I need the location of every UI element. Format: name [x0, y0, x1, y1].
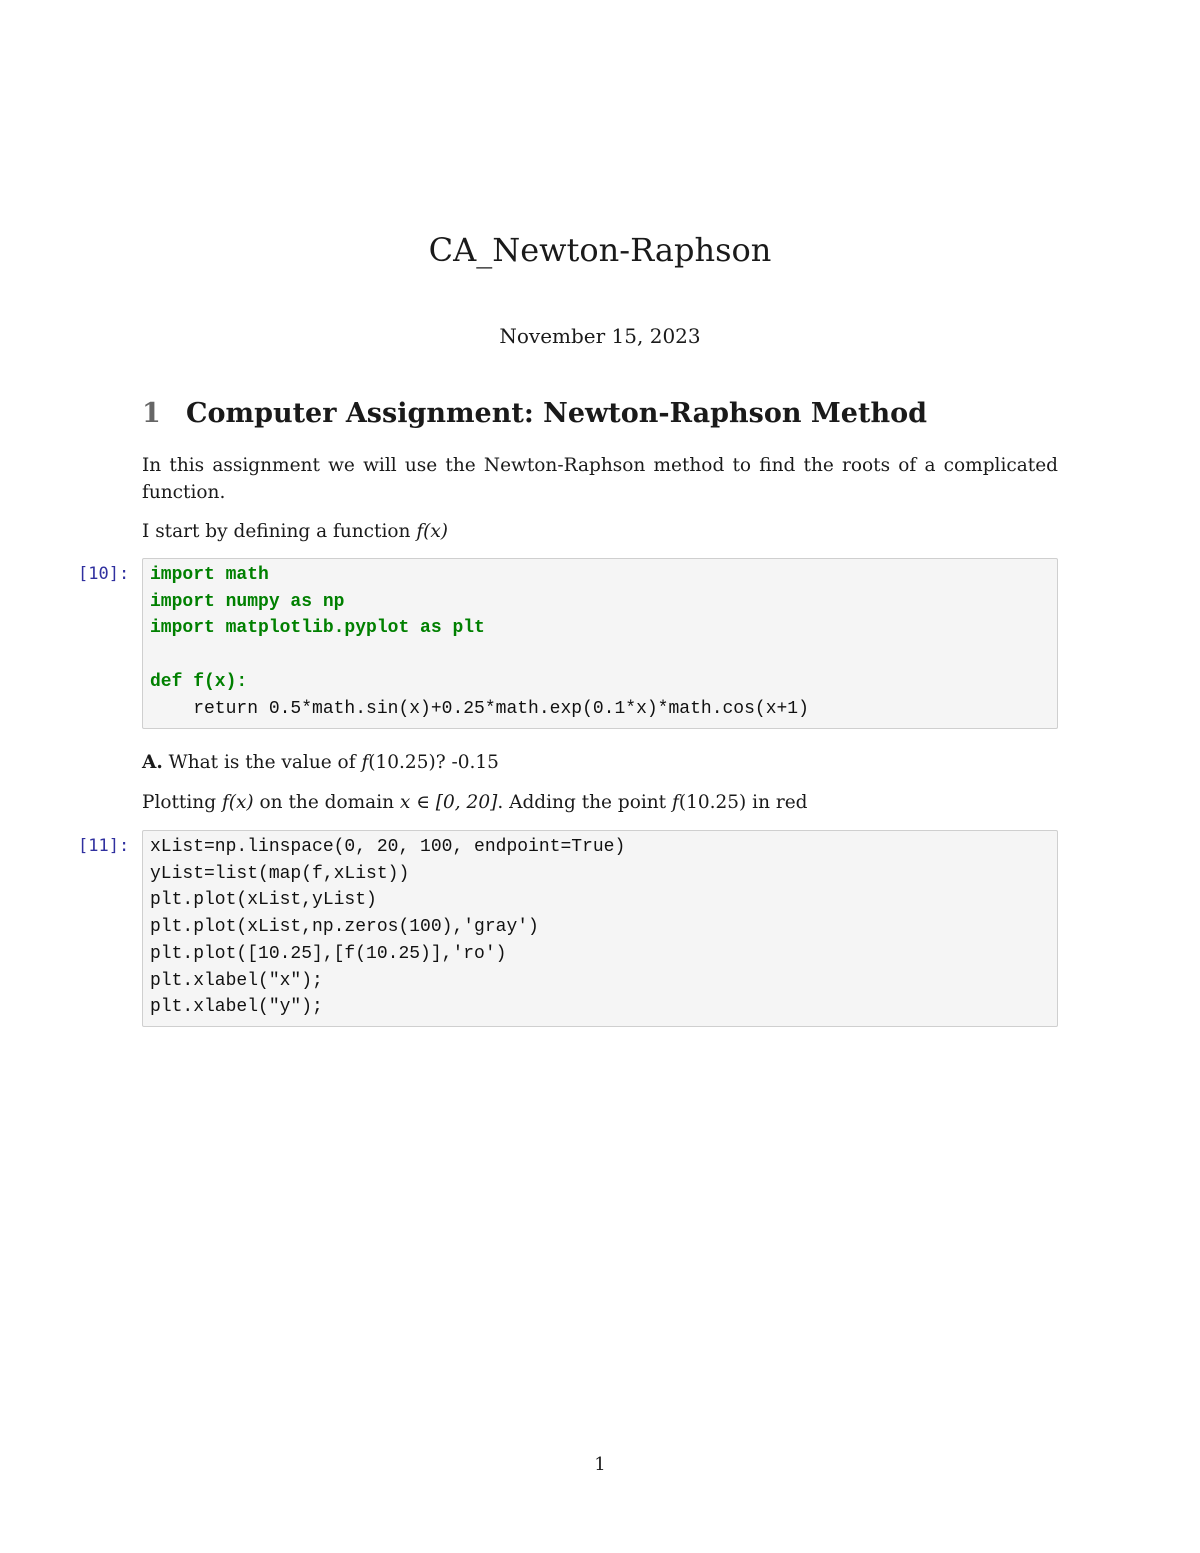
code-cell-10-source [150, 562, 1050, 722]
document-date: November 15, 2023 [499, 324, 701, 348]
code-line-3: plt.plot(xList,np.zeros(100),'gray') [150, 917, 539, 938]
code-cell-11[interactable] [142, 830, 1058, 1027]
code-line-1: yList=list(map(f,xList)) [150, 863, 410, 884]
code-cell-10[interactable] [142, 558, 1058, 729]
section-number: 1 [142, 398, 161, 429]
plot-math-domain: x ∈ [0, 20] [399, 792, 498, 813]
answer-arg: (10.25)? [368, 752, 446, 773]
page-number: 1 [594, 1454, 606, 1475]
cell-10-prompt: [10]: [78, 564, 130, 584]
plot-math-f: f [672, 792, 679, 813]
plot-text-suffix: in red [746, 792, 808, 813]
code-line-1: import numpy as np [150, 591, 345, 612]
section-heading [142, 396, 927, 432]
plot-text-arg: (10.25) [678, 792, 747, 813]
code-line-5: plt.xlabel("x"); [150, 970, 323, 991]
code-line-2: import matplotlib.pyplot as plt [150, 618, 485, 639]
code-line-4: def f(x): [150, 671, 248, 692]
plot-paragraph [142, 789, 1058, 816]
code-line-4: plt.plot([10.25],[f(10.25)],'ro') [150, 943, 507, 964]
plot-text-middle2: . Adding the point [497, 792, 672, 813]
answer-question: What is the value of [162, 752, 362, 773]
answer-value: -0.15 [445, 752, 499, 773]
code-line-6: plt.xlabel("y"); [150, 997, 323, 1018]
code-cell-11-source [150, 834, 1050, 1021]
document-title: CA_Newton-Raphson [428, 231, 772, 269]
answer-paragraph [142, 749, 1058, 776]
code-line-0: import math [150, 565, 269, 585]
plot-text-prefix: Plotting [142, 792, 222, 813]
answer-math: f [361, 752, 369, 773]
cell-11-prompt: [11]: [78, 836, 130, 856]
define-text: I start by defining a function [142, 521, 417, 542]
intro-paragraph: In this assignment we will use the Newton-Raphson method to find the roots of a complicated function. [142, 455, 1058, 503]
answer-label: A. [142, 752, 163, 773]
plot-text-middle: on the domain [253, 792, 400, 813]
plot-math-fx: f(x) [221, 792, 254, 813]
define-math: f(x) [416, 521, 449, 542]
define-paragraph [142, 518, 1058, 545]
section-title: Computer Assignment: Newton-Raphson Method [186, 398, 927, 429]
code-line [150, 565, 269, 585]
code-line-0: xList=np.linspace(0, 20, 100, endpoint=True) [150, 837, 626, 857]
code-line-5: return 0.5*math.sin(x)+0.25*math.exp(0.1*x)*math.cos(x+1) [150, 698, 809, 719]
code-line-2: plt.plot(xList,yList) [150, 890, 377, 911]
